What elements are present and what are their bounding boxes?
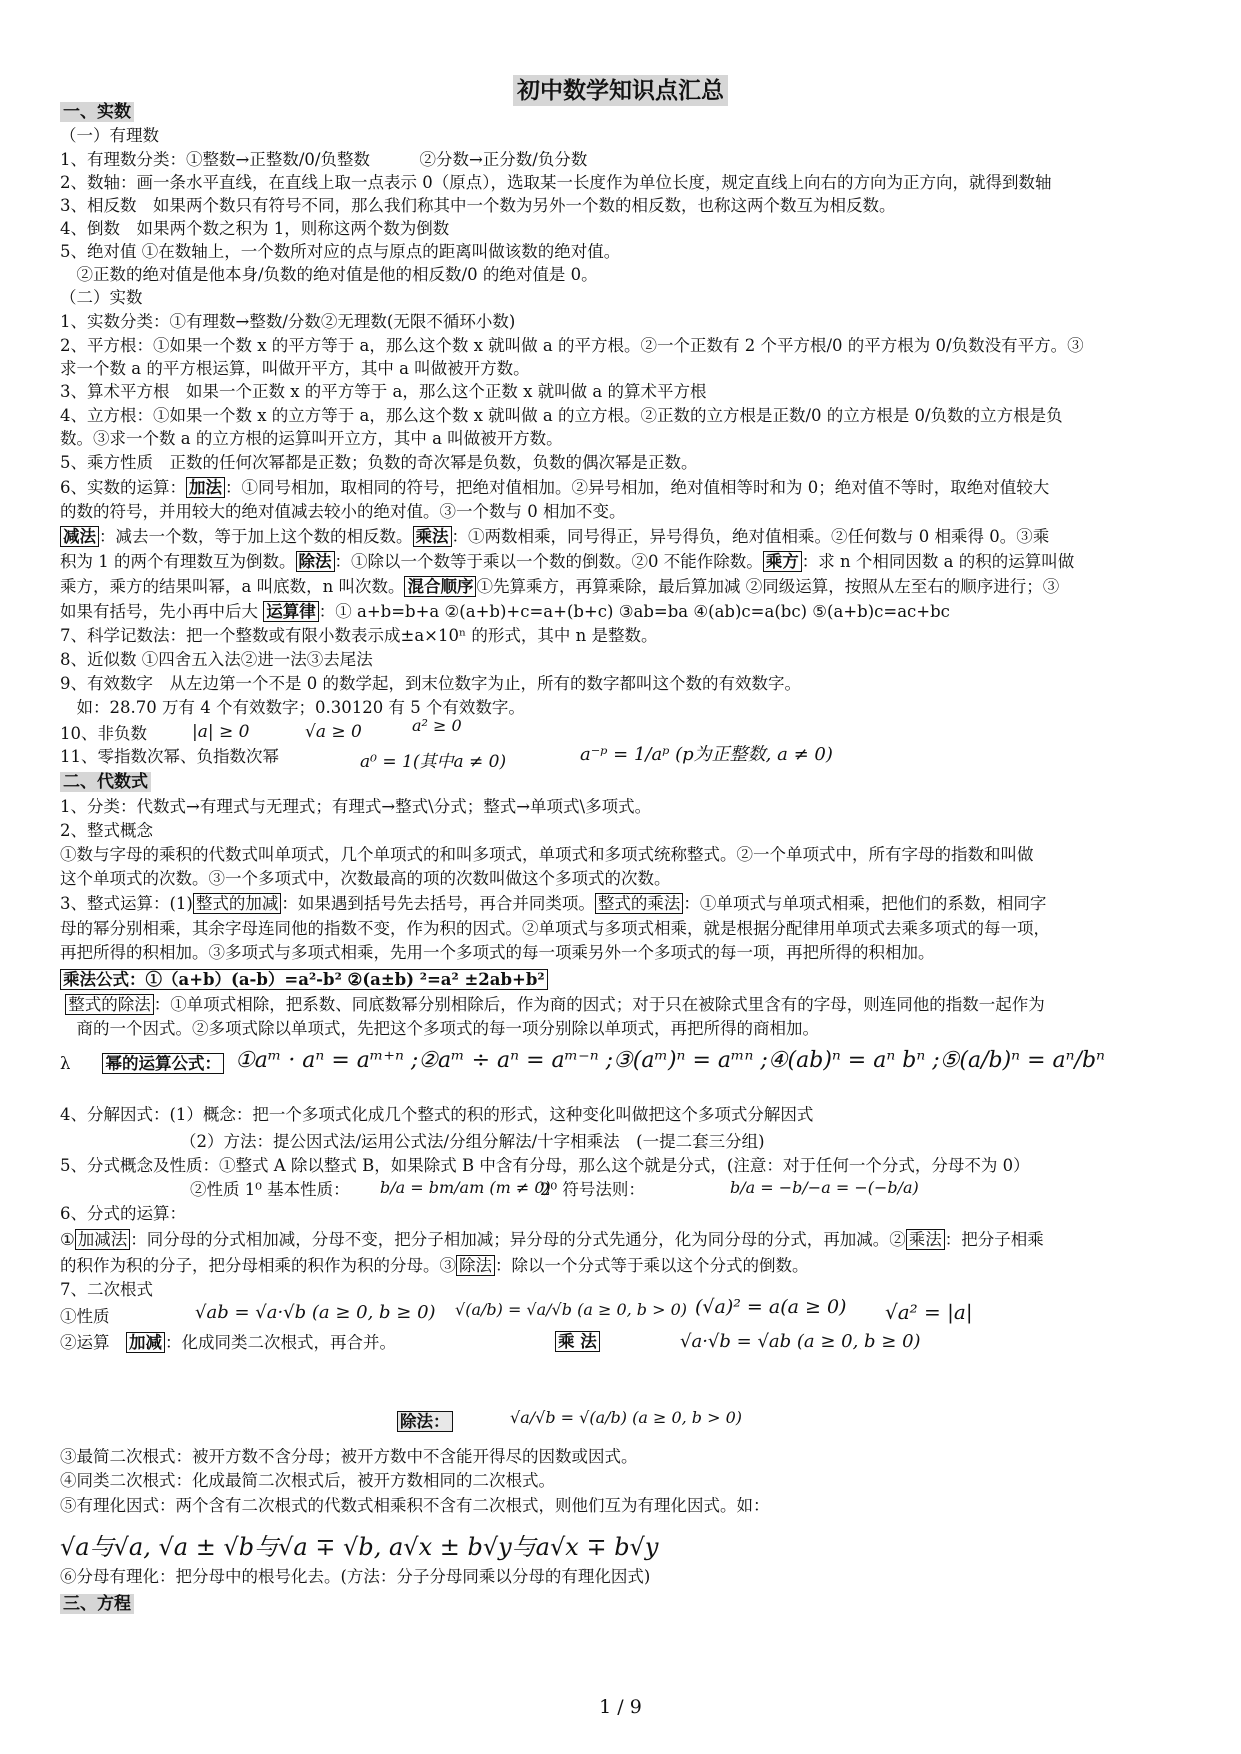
text-line: 3、整式运算：(1) 整式的加减 ：如果遇到括号先去括号，再合并同类项。 整式的乘法 ：①单项式与单项式相乘，把他们的系数，相同字 bbox=[60, 894, 1047, 913]
text-line: 这个单项式的次数。③一个多项式中，次数最高的项的次数叫做这个多项式的次数。 bbox=[60, 869, 671, 888]
formula-abs: |a| ≥ 0 bbox=[192, 722, 250, 742]
label-mixed-order: 混合顺序 bbox=[404, 576, 476, 597]
formula-radical-quotient: √(a/b) = √a/√b (a ≥ 0, b > 0) bbox=[455, 1300, 688, 1319]
text-line: 11、零指数次幂、负指数次幂 bbox=[60, 747, 279, 766]
label-fraction-addition: 加减法 bbox=[75, 1229, 131, 1250]
text-line: 6、实数的运算： 加法 ：①同号相加，取相同的符号，把绝对值相加。②异号相加，绝对值相等时和为 0；绝对值不等时，取绝对值较大 bbox=[60, 478, 1050, 497]
text-line: ②正数的绝对值是他本身/负数的绝对值是他的相反数/0 的绝对值是 0。 bbox=[60, 265, 598, 284]
formula-rationalizing-factors: √a与√a, √a ± √b与√a ∓ √b, a√x ± b√y与a√x ∓ b√y bbox=[60, 1533, 659, 1561]
text-line: 的积作为积的分子，把分母相乘的积作为积的分母。③ 除法 ：除以一个分式等于乘以这个分式的倒数。 bbox=[60, 1256, 809, 1275]
text-line: 乘方，乘方的结果叫幂，a 叫底数，n 叫次数。 混合顺序 ①先算乘方，再算乘除，最后算加减 ②同级运算，按照从左至右的顺序进行；③ bbox=[60, 577, 1060, 596]
formula-fraction-basic: b/a = bm/am (m ≠ 0) bbox=[380, 1178, 551, 1197]
label-radical-addition: 加减 bbox=[126, 1332, 165, 1353]
text-line: 整式的除法 ：①单项式相除，把系数、同底数幂分别相除后，作为商的因式；对于只在被除式里含有的字母，则连同他的指数一起作为 bbox=[60, 993, 1180, 1017]
formula-sqrt-nonneg: √a ≥ 0 bbox=[305, 722, 362, 742]
text-line: 减法 ：减去一个数，等于加上这个数的相反数。 乘法 ：①两数相乘，同号得正，异号得负，绝对值相乘。②任何数与 0 相乘得 0。③乘 bbox=[60, 525, 1180, 549]
text-line: 商的一个因式。②多项式除以单项式，先把这个多项式的每一项分别除以单项式，再把所得的商相加。 bbox=[60, 1019, 819, 1038]
label-division: 除法 bbox=[296, 551, 335, 572]
text-line: 8、近似数 ①四舍五入法②进一法③去尾法 bbox=[60, 650, 373, 669]
subheading-real: （二）实数 bbox=[60, 288, 143, 307]
text-line: 10、非负数 bbox=[60, 724, 147, 743]
text-line: ④同类二次根式：化成最简二次根式后，被开方数相同的二次根式。 bbox=[60, 1471, 555, 1490]
text-line: 数。③求一个数 a 的立方根的运算叫开立方，其中 a 叫做被开方数。 bbox=[60, 429, 563, 448]
label-addition: 加法 bbox=[186, 477, 225, 498]
text-line: 3、算术平方根 如果一个正数 x 的平方等于 a，那么这个正数 x 就叫做 a 的算术平方根 bbox=[60, 382, 707, 401]
text-line: ②性质 1⁰ 基本性质： bbox=[190, 1180, 350, 1199]
text-line: ①数与字母的乘积的代数式叫单项式，几个单项式的和叫多项式，单项式和多项式统称整式。②一个单项式中，所有字母的指数和叫做 bbox=[60, 845, 1034, 864]
formula-radical-multiply: √a·√b = √ab (a ≥ 0, b ≥ 0) bbox=[680, 1331, 921, 1352]
formula-radical-abs: √a² = |a| bbox=[885, 1300, 973, 1324]
multiplication-formula: 乘法公式：①（a+b）(a-b）=a²-b² ②(a±b) ²=a² ±2ab+b² bbox=[60, 968, 1180, 992]
section-heading-real-numbers: 一、实数 bbox=[60, 100, 1180, 124]
text-line: 2、平方根：①如果一个数 x 的平方等于 a，那么这个数 x 就叫做 a 的平方根。②一个正数有 2 个平方根/0 的平方根为 0/负数没有平方。③ bbox=[60, 336, 1084, 355]
formula-negative-power: a⁻ᵖ = 1/aᵖ (p为正整数, a ≠ 0) bbox=[580, 744, 833, 765]
formula-zero-power: a⁰ = 1(其中a ≠ 0) bbox=[360, 752, 507, 772]
label-multiplication: 乘法 bbox=[413, 526, 452, 547]
label-fraction-division: 除法 bbox=[456, 1255, 495, 1276]
formula-radical-square: (√a)² = a(a ≥ 0) bbox=[695, 1296, 847, 1318]
text-line: 如：28.70 万有 4 个有效数字；0.30120 有 5 个有效数字。 bbox=[60, 698, 525, 717]
subheading-rational: （一）有理数 bbox=[60, 126, 159, 145]
formula-radical-product: √ab = √a·√b (a ≥ 0, b ≥ 0) bbox=[195, 1302, 436, 1323]
label-radical-multiplication: 乘 法 bbox=[555, 1331, 600, 1352]
formula-fraction-sign: b/a = −b/−a = −(−b/a) bbox=[730, 1178, 919, 1197]
text-line: 2⁰ 符号法则： bbox=[540, 1180, 645, 1199]
text-line: 2、数轴：画一条水平直线，在直线上取一点表示 0（原点），选取某一长度作为单位长度，规定直线上向右的方向为正方向，就得到数轴 bbox=[60, 173, 1052, 192]
document-title: 初中数学知识点汇总 bbox=[0, 72, 1241, 105]
text-line: （2）方法：提公因式法/运用公式法/分组分解法/十字相乘法 (一提二套三分组) bbox=[180, 1132, 765, 1151]
label-laws: 运算律 bbox=[263, 601, 319, 622]
power-rules-line: λ 幂的运算公式： bbox=[60, 1052, 1180, 1076]
text-line: 7、二次根式 bbox=[60, 1280, 153, 1299]
text-line: 4、倒数 如果两个数之积为 1，则称这两个数为倒数 bbox=[60, 219, 450, 238]
text-line: 求一个数 a 的平方根运算，叫做开平方，其中 a 叫做被开方数。 bbox=[60, 359, 530, 378]
label-polynomial-addition: 整式的加减 bbox=[193, 893, 282, 914]
text-line: 如果有括号，先小再中后大 运算律 ：① a+b=b+a ②(a+b)+c=a+(b+c) ③ab=ba ④(ab)c=a(bc) ⑤(a+b)c=ac+bc bbox=[60, 602, 950, 621]
formula-power-rules: ①aᵐ · aⁿ = aᵐ⁺ⁿ ;②aᵐ ÷ aⁿ = aᵐ⁻ⁿ ;③(aᵐ)ⁿ = aᵐⁿ ;④(ab)ⁿ = aⁿ bⁿ ;⑤(a/b)ⁿ = aⁿ/bⁿ bbox=[235, 1048, 1105, 1073]
section-heading-equations: 三、方程 bbox=[60, 1592, 1180, 1616]
text-line: 1、有理数分类：①整数→正整数/0/负整数 ②分数→正分数/负分数 bbox=[60, 150, 588, 169]
text-line: ②运算 加减 ：化成同类二次根式，再合并。 bbox=[60, 1333, 396, 1352]
text-line: 1、分类：代数式→有理式与无理式；有理式→整式\分式；整式→单项式\多项式。 bbox=[60, 797, 652, 816]
text-line: 5、分式概念及性质：①整式 A 除以整式 B，如果除式 B 中含有分母，那么这个就是分式，(注意：对于任何一个分式，分母不为 0） bbox=[60, 1156, 1030, 1175]
text-line: 6、分式的运算： bbox=[60, 1204, 186, 1223]
label-polynomial-division: 整式的除法 bbox=[65, 994, 154, 1015]
text-line: ① 加减法 ：同分母的分式相加减，分母不变，把分子相加减；异分母的分式先通分，化为同分母的分式，再加减。② 乘法 ：把分子相乘 bbox=[60, 1230, 1044, 1249]
page-number: 1 / 9 bbox=[599, 1696, 642, 1718]
text-line: 2、整式概念 bbox=[60, 821, 153, 840]
section-heading-algebraic: 二、代数式 bbox=[60, 770, 1180, 794]
text-line: 再把所得的积相加。③多项式与多项式相乘，先用一个多项式的每一项乘另外一个多项式的每一项，再把所得的积相加。 bbox=[60, 943, 935, 962]
text-line: 5、绝对值 ①在数轴上，一个数所对应的点与原点的距离叫做该数的绝对值。 bbox=[60, 242, 621, 261]
text-line: 5、乘方性质 正数的任何次幂都是正数；负数的奇次幂是负数，负数的偶次幂是正数。 bbox=[60, 453, 698, 472]
text-line: 的数的符号，并用较大的绝对值减去较小的绝对值。③一个数与 0 相加不变。 bbox=[60, 502, 626, 521]
text-line: ⑥分母有理化：把分母中的根号化去。(方法：分子分母同乘以分母的有理化因式) bbox=[60, 1567, 651, 1586]
text-line: ①性质 bbox=[60, 1307, 110, 1326]
label-power: 乘方 bbox=[763, 551, 802, 572]
label-radical-division: 除法： bbox=[397, 1411, 453, 1432]
formula-square-nonneg: a² ≥ 0 bbox=[412, 716, 462, 735]
label-radical-division-wrap bbox=[397, 1410, 517, 1434]
label-subtraction: 减法 bbox=[60, 526, 99, 547]
label-radical-multiplication-wrap bbox=[555, 1330, 675, 1354]
text-line: ③最简二次根式：被开方数不含分母；被开方数中不含能开得尽的因数或因式。 bbox=[60, 1447, 638, 1466]
label-power-rules: 幂的运算公式： bbox=[102, 1053, 224, 1074]
text-line: 积为 1 的两个有理数互为倒数。 除法 ：①除以一个数等于乘以一个数的倒数。②0 不能作除数。 乘方 ：求 n 个相同因数 a 的积的运算叫做 bbox=[60, 552, 1075, 571]
text-line: 1、实数分类：①有理数→整数/分数②无理数(无限不循环小数) bbox=[60, 312, 516, 331]
text-line: 3、相反数 如果两个数只有符号不同，那么我们称其中一个数为另外一个数的相反数，也称这两个数互为相反数。 bbox=[60, 196, 896, 215]
text-line: 4、分解因式：(1）概念：把一个多项式化成几个整式的积的形式，这种变化叫做把这个多项式分解因式 bbox=[60, 1105, 814, 1124]
formula-radical-divide: √a/√b = √(a/b) (a ≥ 0, b > 0) bbox=[510, 1408, 743, 1427]
label-fraction-multiplication: 乘法 bbox=[906, 1229, 945, 1250]
text-line: 4、立方根：①如果一个数 x 的立方等于 a，那么这个数 x 就叫做 a 的立方根。②正数的立方根是正数/0 的立方根是 0/负数的立方根是负 bbox=[60, 406, 1063, 425]
text-line: 7、科学记数法：把一个整数或有限小数表示成±a×10ⁿ 的形式，其中 n 是整数。 bbox=[60, 626, 658, 645]
text-line: 母的幂分别相乘，其余字母连同他的指数不变，作为积的因式。②单项式与多项式相乘，就是根据分配律用单项式去乘多项式的每一项， bbox=[60, 919, 1050, 938]
text-line: 9、有效数字 从左边第一个不是 0 的数学起，到末位数字为止，所有的数字都叫这个数的有效数字。 bbox=[60, 674, 801, 693]
label-polynomial-multiplication: 整式的乘法 bbox=[595, 893, 684, 914]
text-line: ⑤有理化因式：两个含有二次根式的代数式相乘积不含有二次根式，则他们互为有理化因式。如： bbox=[60, 1496, 770, 1515]
